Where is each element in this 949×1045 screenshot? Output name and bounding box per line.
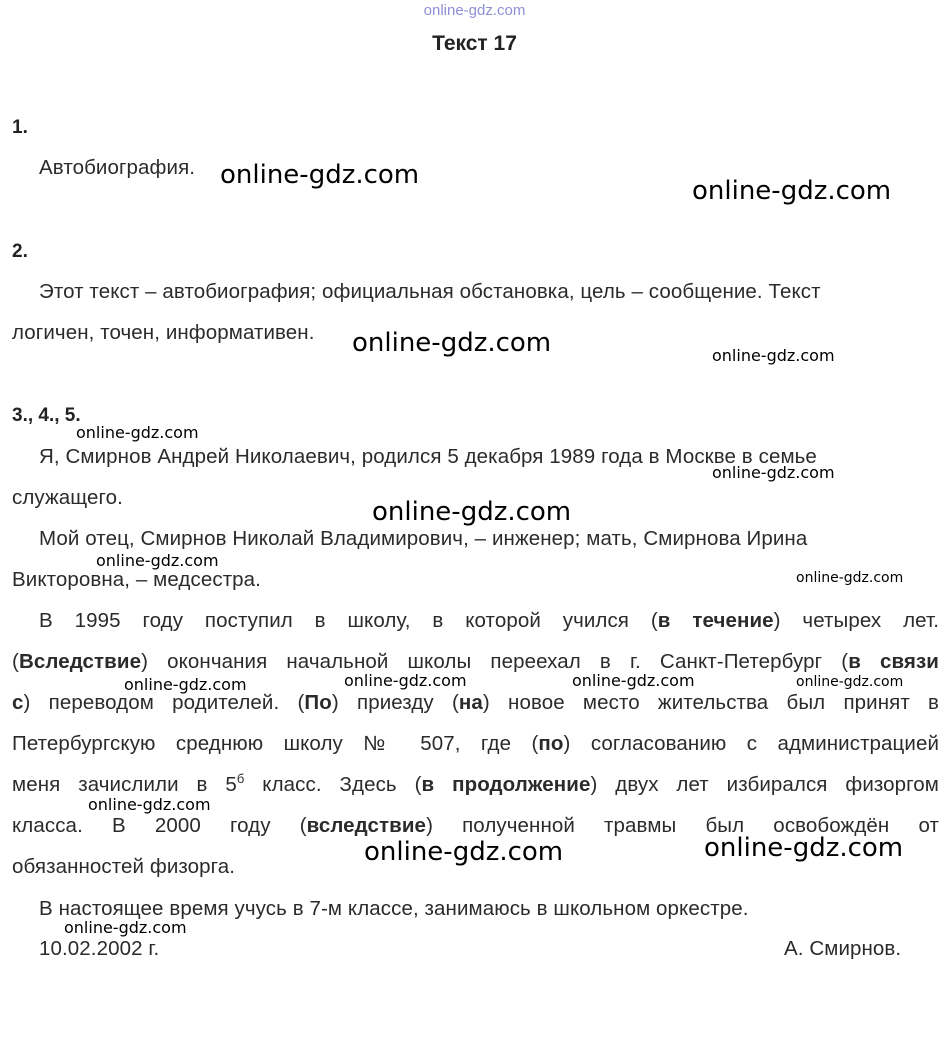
watermark: online-gdz.com (796, 570, 904, 586)
paragraph-1-line-2: служащего. (12, 486, 123, 509)
watermark: online-gdz.com (372, 497, 572, 527)
highlight-vsledstvie: Вследствие (18, 650, 142, 673)
highlight-vsledstvie-2: вследствие (306, 814, 427, 837)
document-date: 10.02.2002 г. (39, 937, 160, 960)
watermark: online-gdz.com (64, 918, 187, 937)
highlight-po: По (304, 691, 332, 714)
watermark: online-gdz.com (220, 160, 420, 190)
watermark: online-gdz.com (88, 795, 211, 814)
paragraph-2-line-2: Викторовна, – медсестра. (12, 568, 261, 591)
paragraph-3-line-2: (Вследствие) окончания начальной школы переехал в г. Санкт-Петербург (в связи (12, 650, 939, 673)
signature: А. Смирнов. (784, 937, 902, 960)
watermark: online-gdz.com (692, 176, 892, 206)
section-2-number: 2. (12, 241, 28, 262)
paragraph-3-line-6: класса. В 2000 году (вследствие) полученной травмы был освобождён от (12, 814, 939, 837)
section-2-line-2: логичен, точен, информативен. (12, 321, 315, 344)
paragraph-4: В настоящее время учусь в 7-м классе, занимаюсь в школьном оркестре. (39, 897, 749, 920)
paragraph-3-line-3: с) переводом родителей. (По) приезду (на) новое место жительства был принят в (12, 691, 939, 714)
watermark: online-gdz.com (704, 833, 904, 863)
watermark: online-gdz.com (344, 671, 467, 690)
section-1-number: 1. (12, 117, 28, 138)
site-header-watermark: online-gdz.com (423, 2, 526, 19)
paragraph-3-line-7: обязанностей физорга. (12, 855, 236, 878)
watermark: online-gdz.com (96, 551, 219, 570)
highlight-v-svyazi: в связи (848, 650, 939, 673)
highlight-v-techenie: в течение (657, 609, 774, 632)
highlight-po-2: по (538, 732, 564, 755)
watermark: online-gdz.com (76, 423, 199, 442)
highlight-v-prodolzhenie: в продолжение (421, 773, 591, 796)
watermark: online-gdz.com (352, 328, 552, 358)
watermark: online-gdz.com (796, 674, 904, 690)
grade-letter-superscript: б (236, 771, 245, 787)
paragraph-1-line-1: Я, Смирнов Андрей Николаевич, родился 5 декабря 1989 года в Москве в семье (39, 445, 817, 468)
paragraph-2-line-1: Мой отец, Смирнов Николай Владимирович, – инженер; мать, Смирнова Ирина (39, 527, 808, 550)
paragraph-3-line-5: меня зачислили в $5^б$ класс. Здесь (в продолжение) двух лет избирался физоргом (12, 771, 939, 796)
section-2-line-1: Этот текст – автобиография; официальная обстановка, цель – сообщение. Текст (39, 280, 821, 303)
watermark: online-gdz.com (124, 675, 247, 694)
section-3-number: 3., 4., 5. (12, 405, 81, 426)
watermark: online-gdz.com (712, 463, 835, 482)
watermark: online-gdz.com (712, 346, 835, 365)
paragraph-3-line-4: Петербургскую среднюю школу № 507, где (по) согласованию с администрацией (12, 732, 940, 755)
watermark: online-gdz.com (364, 837, 564, 867)
paragraph-3-line-1: В 1995 году поступил в школу, в которой учился (в течение) четырех лет. (39, 609, 939, 632)
page-title: Текст 17 (432, 32, 517, 55)
section-1-text: Автобиография. (39, 156, 196, 179)
highlight-na: на (458, 691, 483, 714)
watermark: online-gdz.com (572, 671, 695, 690)
